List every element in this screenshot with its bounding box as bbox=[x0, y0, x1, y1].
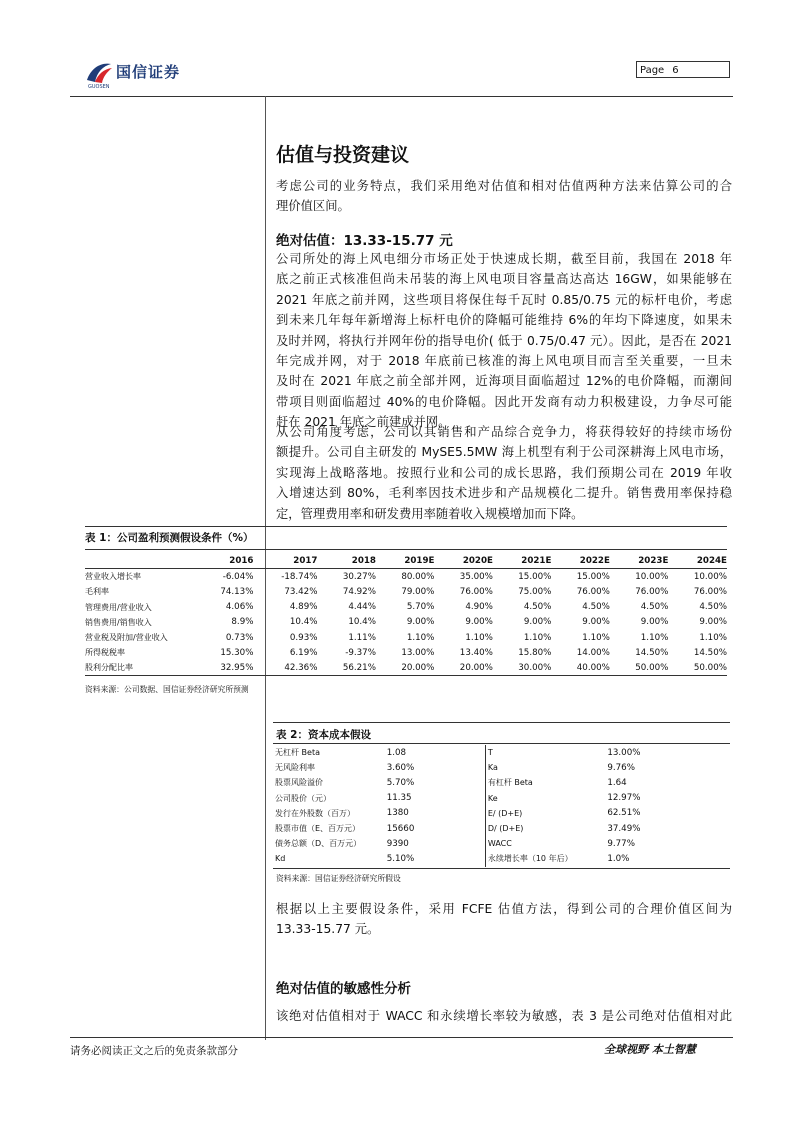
table-cell: 4.50% bbox=[582, 602, 610, 613]
table2-top-rule bbox=[273, 722, 730, 723]
table-cell: 9.00% bbox=[523, 617, 552, 628]
table-cell: 75.00% bbox=[518, 586, 552, 597]
table-cell: 35.00% bbox=[459, 571, 493, 582]
table-cell: 32.95% bbox=[220, 662, 254, 673]
table-cell: 13.00% bbox=[401, 647, 435, 658]
intro-paragraph bbox=[276, 176, 732, 217]
column-header: 2018 bbox=[351, 555, 376, 566]
table-cell: 50.00% bbox=[635, 662, 669, 673]
table-row bbox=[85, 584, 727, 599]
column-header: 2017 bbox=[293, 555, 318, 566]
table-cell: 1.10% bbox=[582, 632, 610, 643]
table-row bbox=[273, 745, 730, 760]
row-label: 公司股价（元） bbox=[275, 793, 331, 803]
text-line: 赶在 2021 年底之前建成并网。 bbox=[276, 415, 451, 430]
column-header: 2019E bbox=[404, 555, 435, 566]
table-cell: 10.4% bbox=[348, 617, 376, 628]
table-cell: 10.4% bbox=[289, 617, 318, 628]
table-cell: 5.70% bbox=[386, 777, 415, 788]
row-label: D/ (D+E) bbox=[485, 821, 605, 836]
table-cell: 4.44% bbox=[348, 602, 376, 613]
table-row bbox=[273, 806, 730, 821]
abs-valuation-title: 绝对估值：13.33-15.77 元 bbox=[276, 233, 453, 249]
table-cell: 5.70% bbox=[406, 602, 435, 613]
page-number: 6 bbox=[672, 65, 679, 76]
row-label: 股票风险溢价 bbox=[275, 778, 323, 788]
table-cell: 10.00% bbox=[635, 571, 669, 582]
table-cell: 30.27% bbox=[342, 571, 376, 582]
column-header: 2022E bbox=[579, 555, 610, 566]
text-line: 公司所处的海上风电细分市场正处于快速成长期，截至目前，我国在 2018 年 bbox=[276, 252, 732, 266]
table-row bbox=[273, 760, 730, 775]
table-row bbox=[273, 836, 730, 851]
table-header-row bbox=[85, 553, 727, 569]
table-cell: 9.00% bbox=[699, 617, 727, 628]
table2-source: 资料来源：国信证券经济研究所假设 bbox=[276, 874, 401, 883]
table-cell: 1.10% bbox=[699, 632, 727, 643]
table-cell: 9.00% bbox=[640, 617, 669, 628]
table-cell: 4.90% bbox=[465, 602, 493, 613]
table-row bbox=[273, 851, 730, 866]
market-paragraph bbox=[276, 249, 732, 433]
table-cell: 1.10% bbox=[465, 632, 493, 643]
table-cell: 74.13% bbox=[220, 586, 254, 597]
row-label: 债务总额（D、百万元） bbox=[275, 839, 362, 849]
table-cell: 1.64 bbox=[607, 777, 627, 788]
text-line: 额提升。公司自主研发的 MySE5.5MW 海上机型有利于公司深耕海上风电市场， bbox=[276, 445, 732, 460]
column-header: 2023E bbox=[638, 555, 669, 566]
brand-name: 国信证券 bbox=[116, 63, 181, 81]
row-label: 营业收入增长率 bbox=[85, 572, 141, 582]
row-label: 销售费用/销售收入 bbox=[85, 617, 152, 627]
table-cell: 76.00% bbox=[635, 586, 669, 597]
row-label: 管理费用/营业收入 bbox=[85, 602, 152, 612]
text-line: 理价值区间。 bbox=[276, 199, 350, 214]
table-cell: 62.51% bbox=[607, 808, 641, 819]
text-line: 到未来几年每年新增海上标杆电价的降幅可能维持 6%的年均下降速度，如果未 bbox=[276, 313, 732, 328]
footer-slogan: 全球视野 本土智慧 bbox=[604, 1043, 696, 1056]
table-cell: 5.10% bbox=[386, 853, 415, 864]
table-cell: 9.00% bbox=[465, 617, 493, 628]
table-cell: 1.0% bbox=[607, 853, 630, 864]
table-cell: 9390 bbox=[386, 838, 409, 849]
footer-disclaimer: 请务必阅读正文之后的免责条款部分 bbox=[70, 1045, 238, 1057]
row-label: 股票市值（E、百万元） bbox=[275, 824, 361, 834]
table-cell: 20.00% bbox=[401, 662, 435, 673]
text-line: 及时在 2021 年底之前全部并网，近海项目面临超过 12%的电价降幅，而潮间 bbox=[276, 374, 732, 389]
table-cell: 9.00% bbox=[582, 617, 610, 628]
header-rule bbox=[70, 96, 733, 97]
table-cell: 0.73% bbox=[225, 632, 254, 643]
text-line: 实现海上战略落地。按照行业和公司的成长思路，我们预期公司在 2019 年收 bbox=[276, 465, 732, 480]
forecast-assumptions-table bbox=[85, 553, 727, 676]
table-cell: 6.19% bbox=[289, 647, 318, 658]
table-cell: 76.00% bbox=[459, 586, 493, 597]
table-cell: 1.10% bbox=[406, 632, 435, 643]
table-cell: 20.00% bbox=[459, 662, 493, 673]
table-cell: 73.42% bbox=[284, 586, 318, 597]
table-row bbox=[85, 645, 727, 660]
section-title: 估值与投资建议 bbox=[276, 144, 410, 166]
table-cell: 10.00% bbox=[693, 571, 727, 582]
table-cell: 76.00% bbox=[693, 586, 727, 597]
column-header: 2024E bbox=[696, 555, 727, 566]
column-header: 2021E bbox=[521, 555, 552, 566]
table-cell: 1.10% bbox=[523, 632, 552, 643]
table-row bbox=[85, 630, 727, 645]
table-cell: 79.00% bbox=[401, 586, 435, 597]
table-cell: 37.49% bbox=[607, 823, 641, 834]
column-header: 2020E bbox=[462, 555, 493, 566]
text-line: 该绝对估值相对于 WACC 和永续增长率较为敏感，表 3 是公司绝对估值相对此 bbox=[276, 1009, 732, 1023]
footer-rule bbox=[70, 1037, 733, 1038]
table-cell: 42.36% bbox=[284, 662, 318, 673]
table-row bbox=[85, 569, 727, 585]
text-line: 13.33-15.77 元。 bbox=[276, 922, 380, 937]
row-label: T bbox=[485, 745, 605, 760]
text-line: 考虑公司的业务特点，我们采用绝对估值和相对估值两种方法来估算公司的合 bbox=[276, 179, 732, 193]
table1-title: 表 1：公司盈利预测假设条件（%） bbox=[85, 532, 254, 544]
table1-source: 资料来源：公司数据、国信证券经济研究所预测 bbox=[85, 685, 249, 694]
table-cell: -6.04% bbox=[222, 571, 254, 582]
text-line: 底之前正式核准但尚未吊装的海上风电项目容量高达高达 16GW，如果能够在 bbox=[276, 272, 732, 287]
table-cell: 76.00% bbox=[576, 586, 610, 597]
table-cell: 15.00% bbox=[518, 571, 552, 582]
text-line: 带项目则面临超过 40%的电价降幅。因此开发商有动力积极建设，力争尽可能 bbox=[276, 394, 732, 409]
table-cell: 14.50% bbox=[693, 647, 727, 658]
table-row bbox=[273, 775, 730, 790]
column-header: 2016 bbox=[229, 555, 254, 566]
table-cell: 4.06% bbox=[225, 602, 254, 613]
row-label: 股利分配比率 bbox=[85, 663, 133, 673]
table-cell: 30.00% bbox=[518, 662, 552, 673]
page-label: Page bbox=[640, 65, 665, 76]
table-cell: 74.92% bbox=[342, 586, 376, 597]
table-cell: -9.37% bbox=[345, 647, 376, 658]
row-label: 营业税及附加/营业收入 bbox=[85, 633, 168, 643]
table-row bbox=[273, 791, 730, 806]
table-cell: 15.00% bbox=[576, 571, 610, 582]
table-cell: 56.21% bbox=[342, 662, 376, 673]
table-cell: 9.76% bbox=[607, 762, 635, 773]
table2-bottom-rule bbox=[273, 868, 730, 869]
row-label: Ka bbox=[485, 760, 605, 775]
table-cell: 13.40% bbox=[459, 647, 493, 658]
conclusion-paragraph bbox=[276, 899, 732, 940]
table-row bbox=[85, 615, 727, 630]
row-label: 毛利率 bbox=[85, 587, 109, 597]
table-cell: 3.60% bbox=[386, 762, 415, 773]
table-cell: 12.97% bbox=[607, 793, 641, 804]
text-line: 入增速达到 80%，毛利率因技术进步和产品规模化二提升。销售费用率保持稳 bbox=[276, 486, 732, 501]
table2-title: 表 2：资本成本假设 bbox=[276, 729, 371, 741]
table1-bottom-rule bbox=[85, 675, 727, 676]
table-cell: 9.00% bbox=[406, 617, 435, 628]
table2-title-rule bbox=[273, 743, 730, 744]
table-cell: 8.9% bbox=[231, 617, 254, 628]
row-label: 发行在外股数（百万） bbox=[275, 808, 355, 818]
row-label: E/ (D+E) bbox=[485, 806, 605, 821]
table-cell: 15660 bbox=[386, 823, 415, 834]
row-label: 无风险利率 bbox=[275, 763, 315, 773]
table-cell: 14.50% bbox=[635, 647, 669, 658]
guosen-logo-icon bbox=[85, 60, 113, 84]
table-row bbox=[85, 600, 727, 615]
row-label: 无杠杆 Beta bbox=[275, 748, 320, 758]
row-label: 有杠杆 Beta bbox=[485, 775, 605, 790]
table-cell: 80.00% bbox=[401, 571, 435, 582]
text-line: 根据以上主要假设条件，采用 FCFE 估值方法，得到公司的合理价值区间为 bbox=[276, 902, 732, 916]
row-label: Kd bbox=[275, 854, 286, 864]
text-line: 2021 年底之前并网，这些项目将保住每千瓦时 0.85/0.75 元的标杆电价，考虑 bbox=[276, 292, 732, 307]
row-label: 所得税税率 bbox=[85, 648, 125, 658]
table-cell: 4.50% bbox=[640, 602, 669, 613]
row-label: Ke bbox=[485, 791, 605, 806]
table-cell: 1.11% bbox=[348, 632, 376, 643]
table-cell: 50.00% bbox=[693, 662, 727, 673]
table-row bbox=[273, 821, 730, 836]
text-line: 及时并网，将执行并网年份的指导电价( 低于 0.75/0.47 元）。因此，是否在 2021 bbox=[276, 333, 732, 348]
sensitivity-title: 绝对估值的敏感性分析 bbox=[276, 981, 411, 997]
table-cell: 1380 bbox=[386, 808, 409, 819]
row-label: WACC bbox=[485, 836, 605, 851]
text-line: 年完成并网，对于 2018 年底前已核准的海上风电项目而言至关重要，一旦未 bbox=[276, 353, 732, 368]
text-line: 从公司角度考虑，公司以其销售和产品综合竞争力，将获得较好的持续市场份 bbox=[276, 425, 732, 439]
table-cell: 13.00% bbox=[607, 747, 641, 758]
table-cell: 4.50% bbox=[523, 602, 552, 613]
page-indicator bbox=[636, 61, 730, 78]
table-cell: 40.00% bbox=[576, 662, 610, 673]
table-cell: 14.00% bbox=[576, 647, 610, 658]
table-cell: 9.77% bbox=[607, 838, 635, 849]
table-row bbox=[85, 660, 727, 675]
text-line: 定，管理费用率和研发费用率随着收入规模增加而下降。 bbox=[276, 506, 584, 521]
capital-cost-table bbox=[273, 745, 730, 867]
table1-title-rule bbox=[85, 549, 727, 550]
table-cell: 0.93% bbox=[289, 632, 318, 643]
table-cell: 4.50% bbox=[699, 602, 727, 613]
company-paragraph bbox=[276, 422, 732, 524]
table1-top-rule bbox=[85, 526, 727, 527]
table-cell: 4.89% bbox=[289, 602, 318, 613]
table-cell: -18.74% bbox=[281, 571, 318, 582]
table-cell: 1.10% bbox=[640, 632, 669, 643]
sensitivity-paragraph bbox=[276, 1006, 732, 1026]
table-cell: 15.30% bbox=[220, 647, 254, 658]
table-cell: 1.08 bbox=[386, 747, 407, 758]
brand-sub: GUOSEN bbox=[88, 84, 110, 90]
row-label: 永续增长率（10 年后） bbox=[485, 851, 605, 866]
table-cell: 15.80% bbox=[518, 647, 552, 658]
table-cell: 11.35 bbox=[386, 793, 412, 804]
